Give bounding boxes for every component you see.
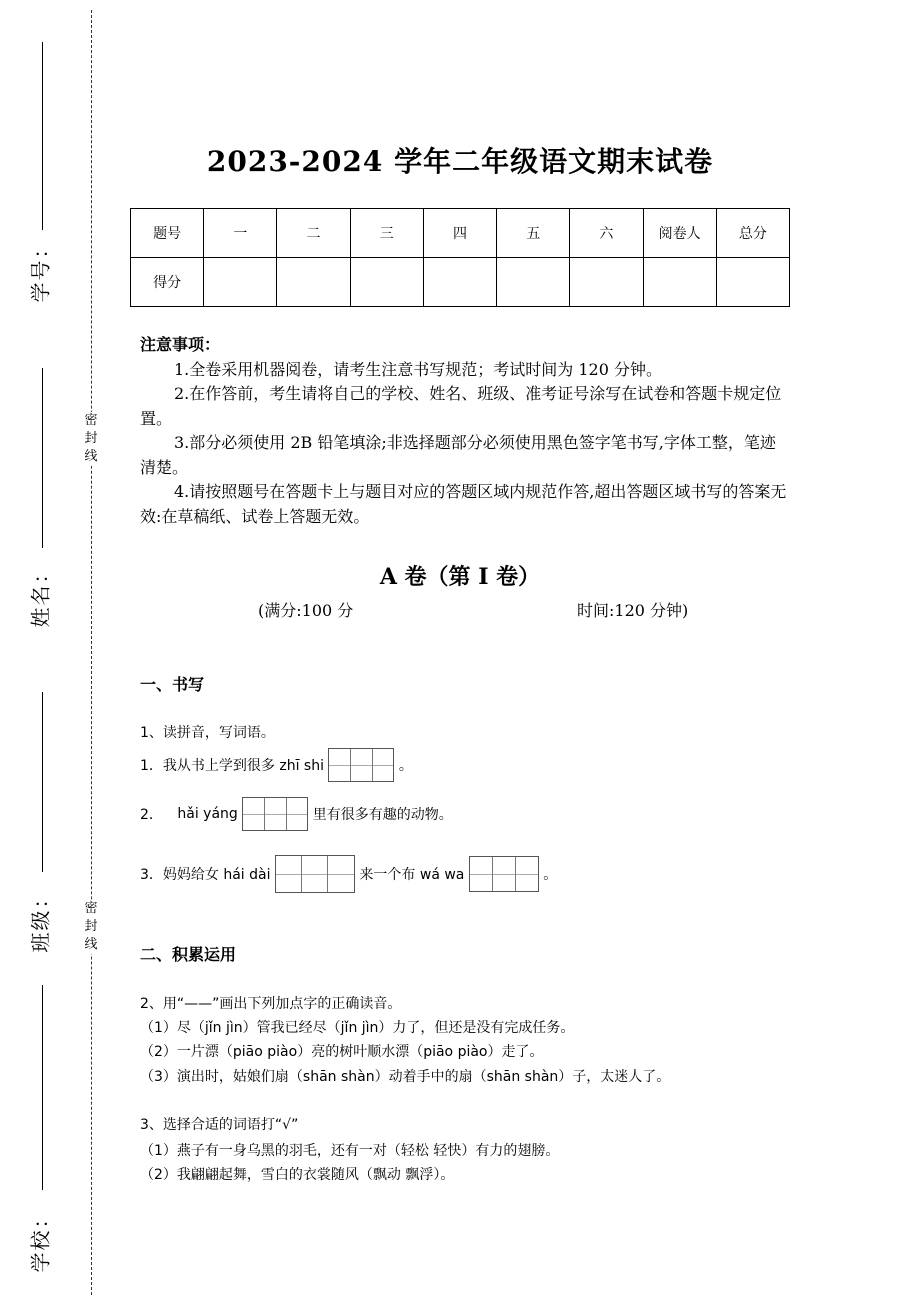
score-cell[interactable] — [716, 258, 789, 307]
header-cell: 四 — [423, 209, 496, 258]
seal-line-text-bottom: 密封线 — [84, 901, 98, 952]
q3-mid: 来一个布 wá wa — [359, 867, 465, 883]
tianzige-answer-box[interactable] — [328, 748, 394, 782]
exam-notes — [140, 333, 790, 529]
notes-heading: 注意事项： — [140, 335, 221, 354]
q3-end: 。 — [543, 867, 558, 883]
question-3-line: （1）燕子有一身乌黑的羽毛，还有一对（轻松 轻快）有力的翅膀。 — [140, 1143, 560, 1159]
score-row-label: 得分 — [131, 258, 204, 307]
score-cell[interactable] — [204, 258, 277, 307]
section-1-title: 一、书写 — [140, 675, 205, 694]
question-1-1 — [140, 748, 413, 782]
exam-title: 2023-2024 学年二年级语文期末试卷 — [206, 145, 714, 178]
score-cell[interactable] — [423, 258, 496, 307]
note-item: 2.在作答前，考生请将自己的学校、姓名、班级、准考证号涂写在试卷和答题卡规定位置。 — [140, 384, 782, 428]
q3-text: 3．妈妈给女 hái dài — [140, 867, 271, 883]
score-cell[interactable] — [350, 258, 423, 307]
score-cell[interactable] — [497, 258, 570, 307]
header-cell: 题号 — [131, 209, 204, 258]
name-line — [42, 368, 43, 548]
header-cell: 五 — [497, 209, 570, 258]
school-line — [42, 985, 43, 1190]
q1-text: 1．我从书上学到很多 zhī shi — [140, 758, 324, 774]
header-cell: 阅卷人 — [643, 209, 716, 258]
header-cell: 三 — [350, 209, 423, 258]
student-id-label: 学号： — [28, 236, 53, 303]
student-id-line — [42, 42, 43, 230]
score-table-score-row — [131, 258, 790, 307]
header-cell: 总分 — [716, 209, 789, 258]
section-1-prompt: 1、读拼音，写词语。 — [140, 725, 275, 741]
header-cell: 六 — [570, 209, 643, 258]
tianzige-answer-box[interactable] — [469, 856, 539, 892]
full-score: (满分:100 分 — [258, 601, 354, 620]
score-cell[interactable] — [643, 258, 716, 307]
tianzige-answer-box[interactable] — [275, 855, 355, 893]
q1-end: 。 — [398, 758, 413, 774]
seal-line-text-top: 密封线 — [84, 413, 98, 464]
school-label: 学校： — [28, 1206, 53, 1273]
header-cell: 一 — [204, 209, 277, 258]
question-3-line: （2）我翩翩起舞，雪白的衣裳随风（飘动 飘浮）。 — [140, 1167, 455, 1183]
q2-text: 里有很多有趣的动物。 — [312, 807, 453, 823]
question-2-line: （3）演出时，姑娘们扇（shān shàn）动着手中的扇（shān shàn）子，太迷人了。 — [140, 1069, 671, 1085]
score-table-header-row — [131, 209, 790, 258]
class-label: 班级： — [28, 886, 53, 953]
exam-time: 时间:120 分钟) — [577, 601, 689, 620]
question-2-prompt: 2、用“——”画出下列加点字的正确读音。 — [140, 996, 402, 1012]
section-2-title: 二、积累运用 — [140, 945, 237, 964]
binding-dashed-line — [91, 10, 92, 1295]
note-item: 3.部分必须使用 2B 铅笔填涂;非选择题部分必须使用黑色签字笔书写,字体工整，笔迹清楚。 — [140, 433, 776, 477]
q2-num: 2． — [140, 807, 163, 823]
question-3-prompt: 3、选择合适的词语打“√” — [140, 1117, 299, 1133]
header-cell: 二 — [277, 209, 350, 258]
note-item: 4.请按照题号在答题卡上与题目对应的答题区域内规范作答,超出答题区域书写的答案无效:在草稿纸、试卷上答题无效。 — [140, 482, 787, 526]
score-cell[interactable] — [570, 258, 643, 307]
class-line — [42, 692, 43, 872]
question-1-3 — [140, 855, 557, 893]
question-2-line: （1）尽（jǐn jìn）管我已经尽（jǐn jìn）力了，但还是没有完成任务。 — [140, 1020, 575, 1036]
question-2-line: （2）一片漂（piāo piào）亮的树叶顺水漂（piāo piào）走了。 — [140, 1044, 544, 1060]
paper-a-title: A 卷（第 I 卷） — [379, 564, 541, 590]
q2-pinyin: hǎi yáng — [177, 806, 238, 822]
score-table — [130, 208, 790, 307]
score-cell[interactable] — [277, 258, 350, 307]
note-item: 1.全卷采用机器阅卷，请考生注意书写规范；考试时间为 120 分钟。 — [174, 359, 662, 379]
question-1-2 — [140, 797, 453, 831]
name-label: 姓名： — [28, 561, 53, 628]
tianzige-answer-box[interactable] — [242, 797, 308, 831]
